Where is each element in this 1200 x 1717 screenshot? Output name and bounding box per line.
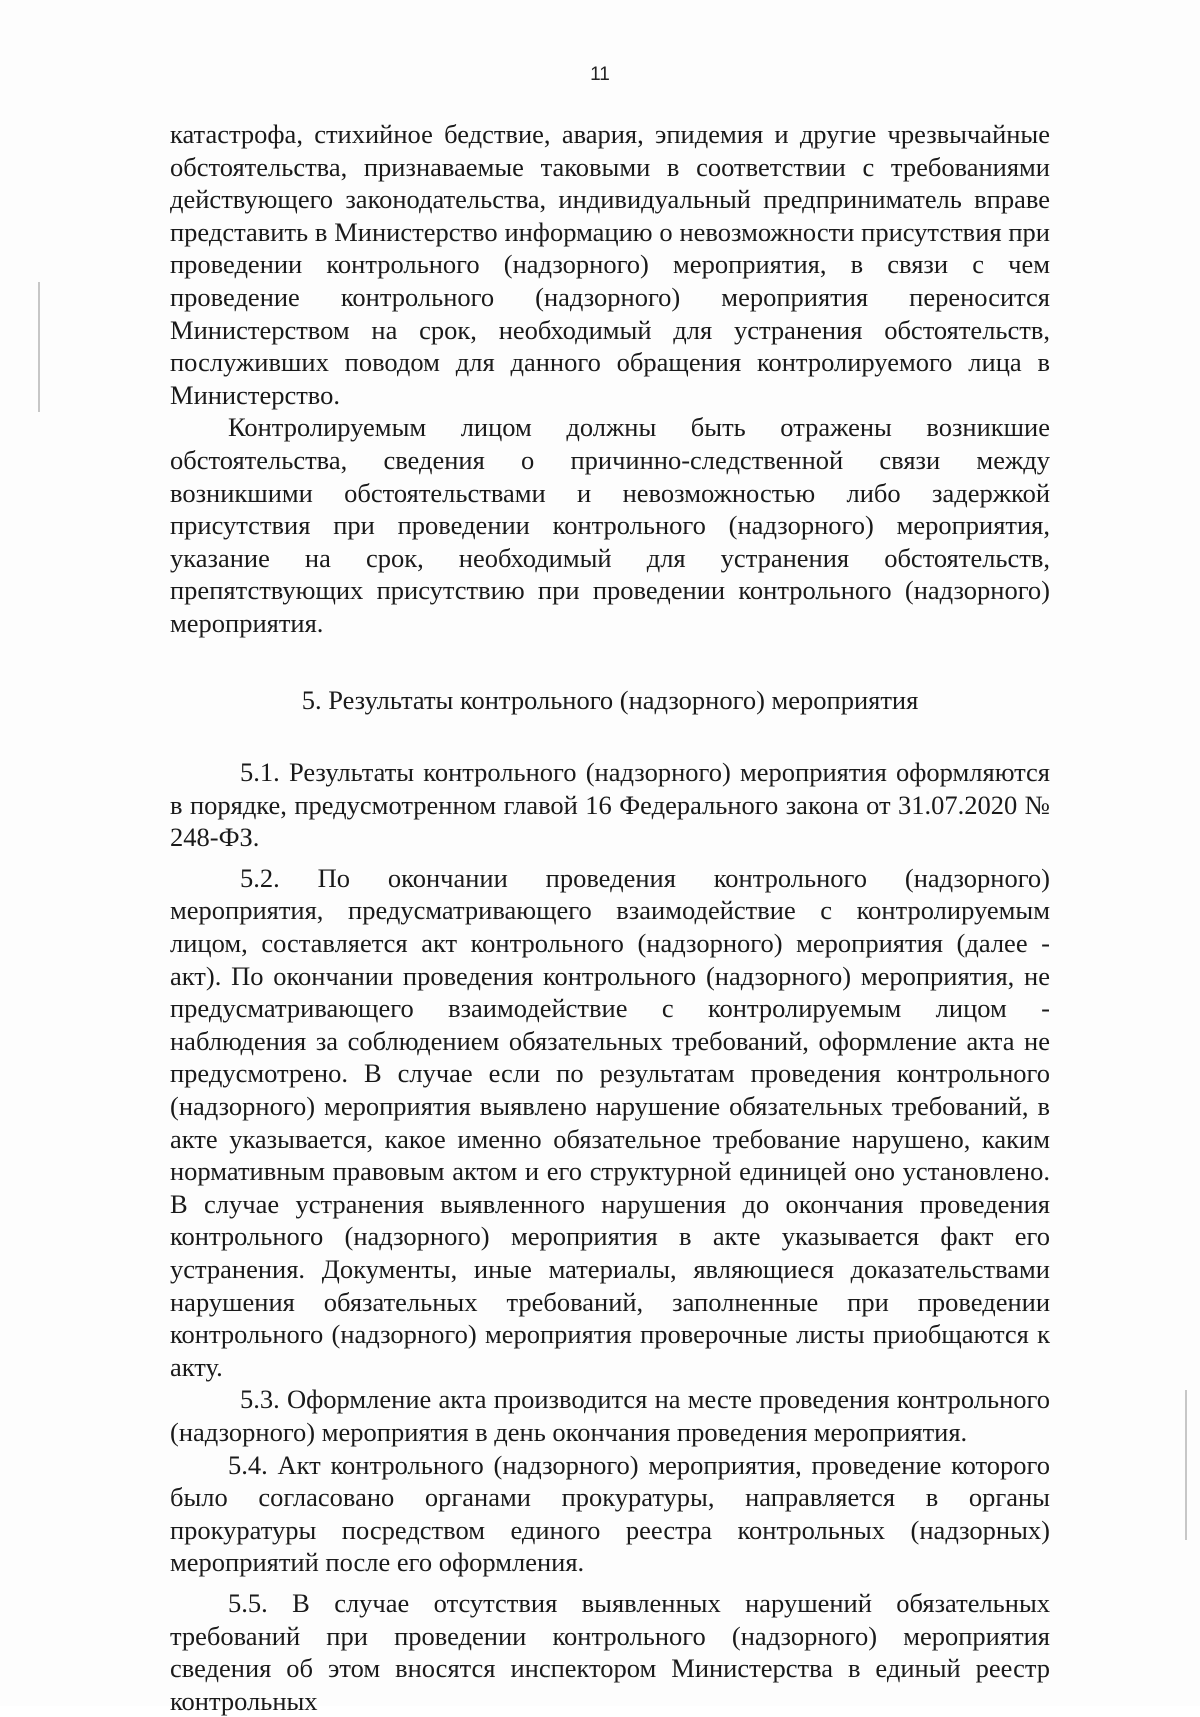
- clause-5-1: 5.1. Результаты контрольного (надзорного) мероприятия оформляются в порядке, предусмотренном главой 16 Федерального закона от 31.07.2020 № 248-ФЗ.: [170, 757, 1050, 853]
- paragraph-controlled-person: Контролируемым лицом должны быть отражены возникшие обстоятельства, сведения о причинно-следственной связи между возникшими обстоятельствами и невозможностью либо задержкой присутствия при проведении контрольного (надзорного) мероприятия, указание на срок, необходимый для устранения обстоятельств, препятствующих присутствию при проведении контрольного (надзорного) мероприятия.: [170, 412, 1050, 638]
- clause-5-5: 5.5. В случае отсутствия выявленных нарушений обязательных требований при проведении контрольного (надзорного) мероприятия сведения об этом вносятся инспектором Министерства в единый реестр контрольных: [170, 1587, 1050, 1716]
- scan-artifact-left: [38, 282, 40, 412]
- clause-5-3: 5.3. Оформление акта производится на месте проведения контрольного (надзорного) мероприятия в день окончания проведения мероприятия.: [170, 1384, 1050, 1447]
- scan-artifact-right: [1185, 1390, 1187, 1540]
- document-body: [170, 118, 1050, 1717]
- page-number: 11: [590, 64, 610, 85]
- clause-5-2: 5.2. По окончании проведения контрольного (надзорного) мероприятия, предусматривающего взаимодействие с контролируемым лицом, составляется акт контрольного (надзорного) мероприятия (далее - акт). По окончании проведения контрольного (надзорного) мероприятия, не предусматривающего взаимодействие с контролируемым лицом - наблюдения за соблюдением обязательных требований, оформление акта не предусмотрено. В случае если по результатам проведения контрольного (надзорного) мероприятия выявлено нарушение обязательных требований, в акте указывается, какое именно обязательное требование нарушено, каким нормативным правовым актом и его структурной единицей оно установлено. В случае устранения выявленного нарушения до окончания проведения контрольного (надзорного) мероприятия в акте указывается факт его устранения. Документы, иные материалы, являющиеся доказательствами нарушения обязательных требований, заполненные при проведении контрольного (надзорного) мероприятия проверочные листы приобщаются к акту.: [170, 862, 1050, 1382]
- section-heading: 5. Результаты контрольного (надзорного) мероприятия: [301, 684, 919, 715]
- clause-5-4: 5.4. Акт контрольного (надзорного) мероприятия, проведение которого было согласовано органами прокуратуры, направляется в органы прокуратуры посредством единого реестра контрольных (надзорных) мероприятий после его оформления.: [170, 1449, 1050, 1578]
- paragraph-continuation: катастрофа, стихийное бедствие, авария, эпидемия и другие чрезвычайные обстоятельства, признаваемые таковыми в соответствии с требованиями действующего законодательства, индивидуальный предприниматель вправе представить в Министерство информацию о невозможности присутствия при проведении контрольного (надзорного) мероприятия, в связи с чем проведение контрольного (надзорного) мероприятия переносится Министерством на срок, необходимый для устранения обстоятельств, послуживших поводом для данного обращения контролируемого лица в Министерство.: [170, 119, 1050, 410]
